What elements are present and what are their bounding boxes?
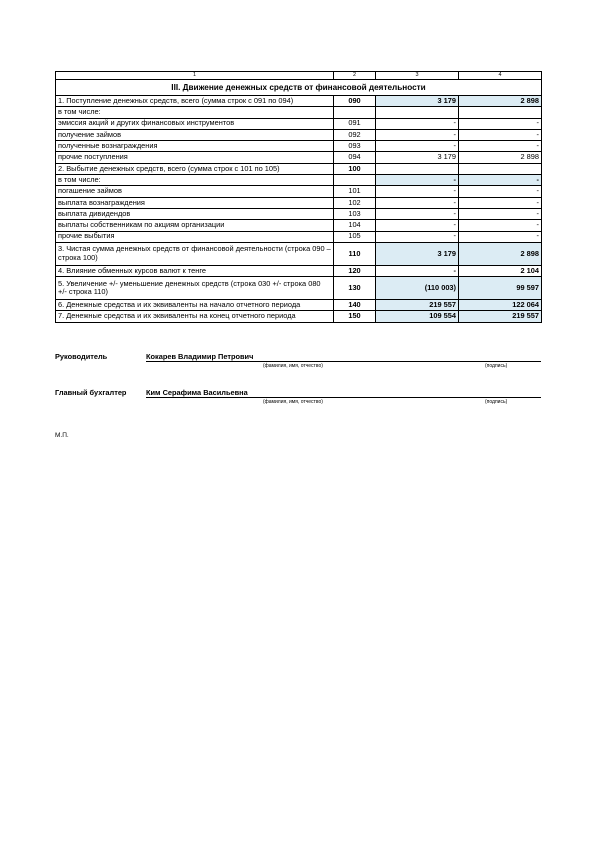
row-value-previous: 2 898 <box>459 242 542 265</box>
section-title-row <box>56 80 542 96</box>
table-row <box>56 152 542 163</box>
sign-hint: (подпись) <box>485 363 508 369</box>
table-row <box>56 208 542 219</box>
row-label: в том числе: <box>56 175 334 186</box>
row-value-current: 3 179 <box>376 96 459 107</box>
row-value-current <box>376 107 459 118</box>
row-code: 103 <box>334 208 376 219</box>
row-label: полученные вознаграждения <box>56 141 334 152</box>
row-label: 4. Влияние обменных курсов валют к тенге <box>56 265 334 276</box>
row-value-previous: - <box>459 129 542 140</box>
table-row <box>56 265 542 276</box>
row-value-previous: - <box>459 208 542 219</box>
col-header: 1 <box>56 72 334 80</box>
signature-line <box>146 361 541 362</box>
row-label: 1. Поступление денежных средств, всего (сумма строк с 091 по 094) <box>56 96 334 107</box>
row-value-current: - <box>376 141 459 152</box>
row-value-current: - <box>376 186 459 197</box>
row-value-current: 3 179 <box>376 242 459 265</box>
row-label: получение займов <box>56 129 334 140</box>
row-label: погашение займов <box>56 186 334 197</box>
row-value-previous <box>459 107 542 118</box>
row-value-previous: - <box>459 141 542 152</box>
row-label: 2. Выбытие денежных средств, всего (сумма строк с 101 по 105) <box>56 163 334 174</box>
table-row <box>56 186 542 197</box>
stamp-place-label: М.П. <box>55 432 69 439</box>
name-hint: (фамилия, имя, отчество) <box>263 363 323 369</box>
row-value-previous <box>459 163 542 174</box>
row-value-current: - <box>376 220 459 231</box>
row-code: 120 <box>334 265 376 276</box>
row-value-previous: - <box>459 186 542 197</box>
table-row <box>56 197 542 208</box>
row-value-current: - <box>376 175 459 186</box>
row-label: прочие поступления <box>56 152 334 163</box>
row-value-previous: 99 597 <box>459 277 542 300</box>
row-label: 6. Денежные средства и их эквиваленты на начало отчетного периода <box>56 300 334 311</box>
row-value-current: - <box>376 197 459 208</box>
row-label: выплаты собственникам по акциям организации <box>56 220 334 231</box>
section-title: III. Движение денежных средств от финансовой деятельности <box>56 80 542 96</box>
row-code <box>334 175 376 186</box>
row-label: 3. Чистая сумма денежных средств от финансовой деятельности (строка 090 – строка 100) <box>56 242 334 265</box>
row-label: 7. Денежные средства и их эквиваленты на конец отчетного периода <box>56 311 334 322</box>
row-value-previous: - <box>459 197 542 208</box>
row-value-current: - <box>376 265 459 276</box>
sign-hint: (подпись) <box>485 399 508 405</box>
head-name: Кокарев Владимир Петрович <box>146 352 254 361</box>
row-value-previous: - <box>459 175 542 186</box>
row-value-previous: 2 104 <box>459 265 542 276</box>
table-row <box>56 175 542 186</box>
row-code: 110 <box>334 242 376 265</box>
row-value-current: 219 557 <box>376 300 459 311</box>
row-code: 092 <box>334 129 376 140</box>
row-code: 130 <box>334 277 376 300</box>
row-code: 102 <box>334 197 376 208</box>
table-row <box>56 242 542 265</box>
table-row <box>56 300 542 311</box>
row-value-current <box>376 163 459 174</box>
row-label: прочие выбытия <box>56 231 334 242</box>
row-value-current: (110 003) <box>376 277 459 300</box>
col-header: 4 <box>459 72 542 80</box>
row-code: 093 <box>334 141 376 152</box>
row-code: 090 <box>334 96 376 107</box>
row-label: эмиссия акций и других финансовых инструментов <box>56 118 334 129</box>
row-label: выплата дивидендов <box>56 208 334 219</box>
signature-line <box>146 397 541 398</box>
row-value-current: - <box>376 208 459 219</box>
table-row <box>56 220 542 231</box>
table-row <box>56 118 542 129</box>
row-label: 5. Увеличение +/- уменьшение денежных средств (строка 030 +/- строка 080 +/- строка 110) <box>56 277 334 300</box>
head-role-label: Руководитель <box>55 352 108 361</box>
col-header: 3 <box>376 72 459 80</box>
row-value-current: - <box>376 118 459 129</box>
table-row <box>56 129 542 140</box>
cash-flow-table <box>55 71 542 323</box>
row-value-previous: 219 557 <box>459 311 542 322</box>
row-value-current: - <box>376 129 459 140</box>
row-label: выплата вознаграждения <box>56 197 334 208</box>
row-code <box>334 107 376 118</box>
row-code: 105 <box>334 231 376 242</box>
row-code: 091 <box>334 118 376 129</box>
row-value-previous: - <box>459 118 542 129</box>
row-code: 101 <box>334 186 376 197</box>
row-label: в том числе: <box>56 107 334 118</box>
table-row <box>56 96 542 107</box>
row-value-current: 109 554 <box>376 311 459 322</box>
row-value-previous: 122 064 <box>459 300 542 311</box>
table-row <box>56 163 542 174</box>
row-code: 140 <box>334 300 376 311</box>
accountant-role-label: Главный бухгалтер <box>55 388 127 397</box>
row-value-current: 3 179 <box>376 152 459 163</box>
row-code: 100 <box>334 163 376 174</box>
row-code: 104 <box>334 220 376 231</box>
table-row <box>56 141 542 152</box>
column-number-row <box>56 72 542 80</box>
table-row <box>56 231 542 242</box>
row-value-current: - <box>376 231 459 242</box>
row-code: 094 <box>334 152 376 163</box>
table-row <box>56 311 542 322</box>
row-value-previous: 2 898 <box>459 152 542 163</box>
table-row <box>56 277 542 300</box>
col-header: 2 <box>334 72 376 80</box>
row-value-previous: - <box>459 220 542 231</box>
table-row <box>56 107 542 118</box>
name-hint: (фамилия, имя, отчество) <box>263 399 323 405</box>
accountant-name: Ким Серафима Васильевна <box>146 388 248 397</box>
row-value-previous: 2 898 <box>459 96 542 107</box>
row-value-previous: - <box>459 231 542 242</box>
row-code: 150 <box>334 311 376 322</box>
